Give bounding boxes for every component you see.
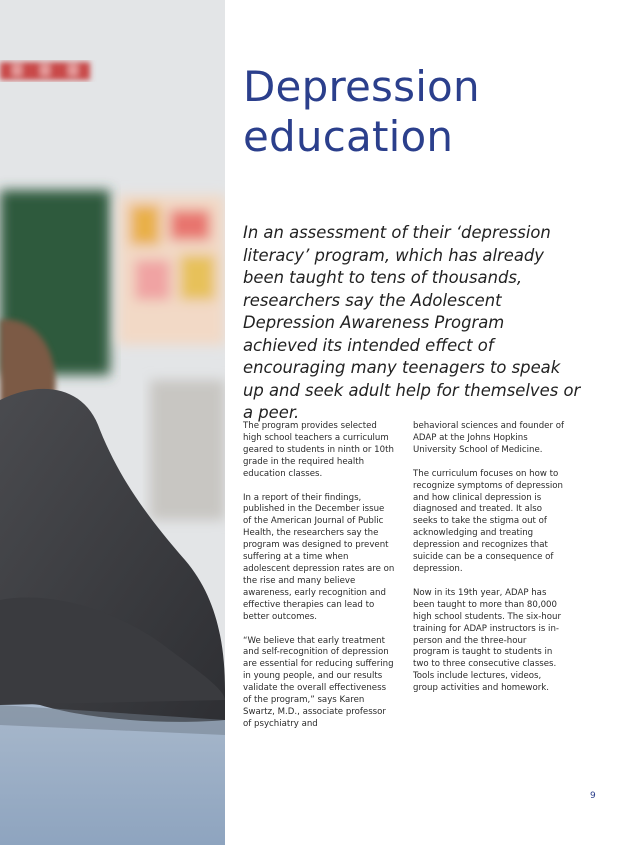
classroom-photo <box>0 0 225 845</box>
lede-paragraph: In an assessment of their ‘depression literacy’ program, which has already been taught to tens of thousands, researchers say the Adolescent Depression Awareness Program achieved its intended effect of encouraging many teenagers to speak up and seek adult help for themselves or a peer. <box>243 223 581 422</box>
title-line-1: Depression <box>243 62 480 111</box>
body-paragraph: “We believe that early treatment and self-recognition of depression are essential for reducing suffering in young people, and our results validate the overall effectiveness of the program,” says Karen Swartz, M.D., associate professor of psychiatry and <box>243 635 394 729</box>
body-paragraph: In a report of their findings, published in the December issue of the American Journal of Public Health, the researchers say the program was designed to prevent suffering at a time when adolescent depression rates are on the rise and many believe awareness, early recognition and effective therapies can lead to better outcomes. <box>243 492 395 622</box>
body-column-1 <box>243 421 395 743</box>
body-paragraph: The curriculum focuses on how to recognize symptoms of depression and how clinical depression is diagnosed and treated. It also seeks to take the stigma out of acknowledging and treating depression and recognizes that suicide can be a consequence of depression. <box>413 468 563 574</box>
body-paragraph: behavioral sciences and founder of ADAP at the Johns Hopkins University School of Medicine. <box>413 421 565 455</box>
page-title <box>243 62 480 162</box>
body-paragraph: The program provides selected high school teachers a curriculum geared to students in ninth or 10th grade in the required health education classes. <box>243 421 394 479</box>
photo-illustration <box>0 0 225 845</box>
body-column-2 <box>413 421 565 707</box>
page-number: 9 <box>590 791 596 801</box>
title-line-2: education <box>243 112 454 161</box>
body-paragraph: Now in its 19th year, ADAP has been taught to more than 80,000 high school students. The six-hour training for ADAP instructors is in-person and the three-hour program is taught to students in two to three consecutive classes. Tools include lectures, videos, group activities and homework. <box>413 587 561 694</box>
